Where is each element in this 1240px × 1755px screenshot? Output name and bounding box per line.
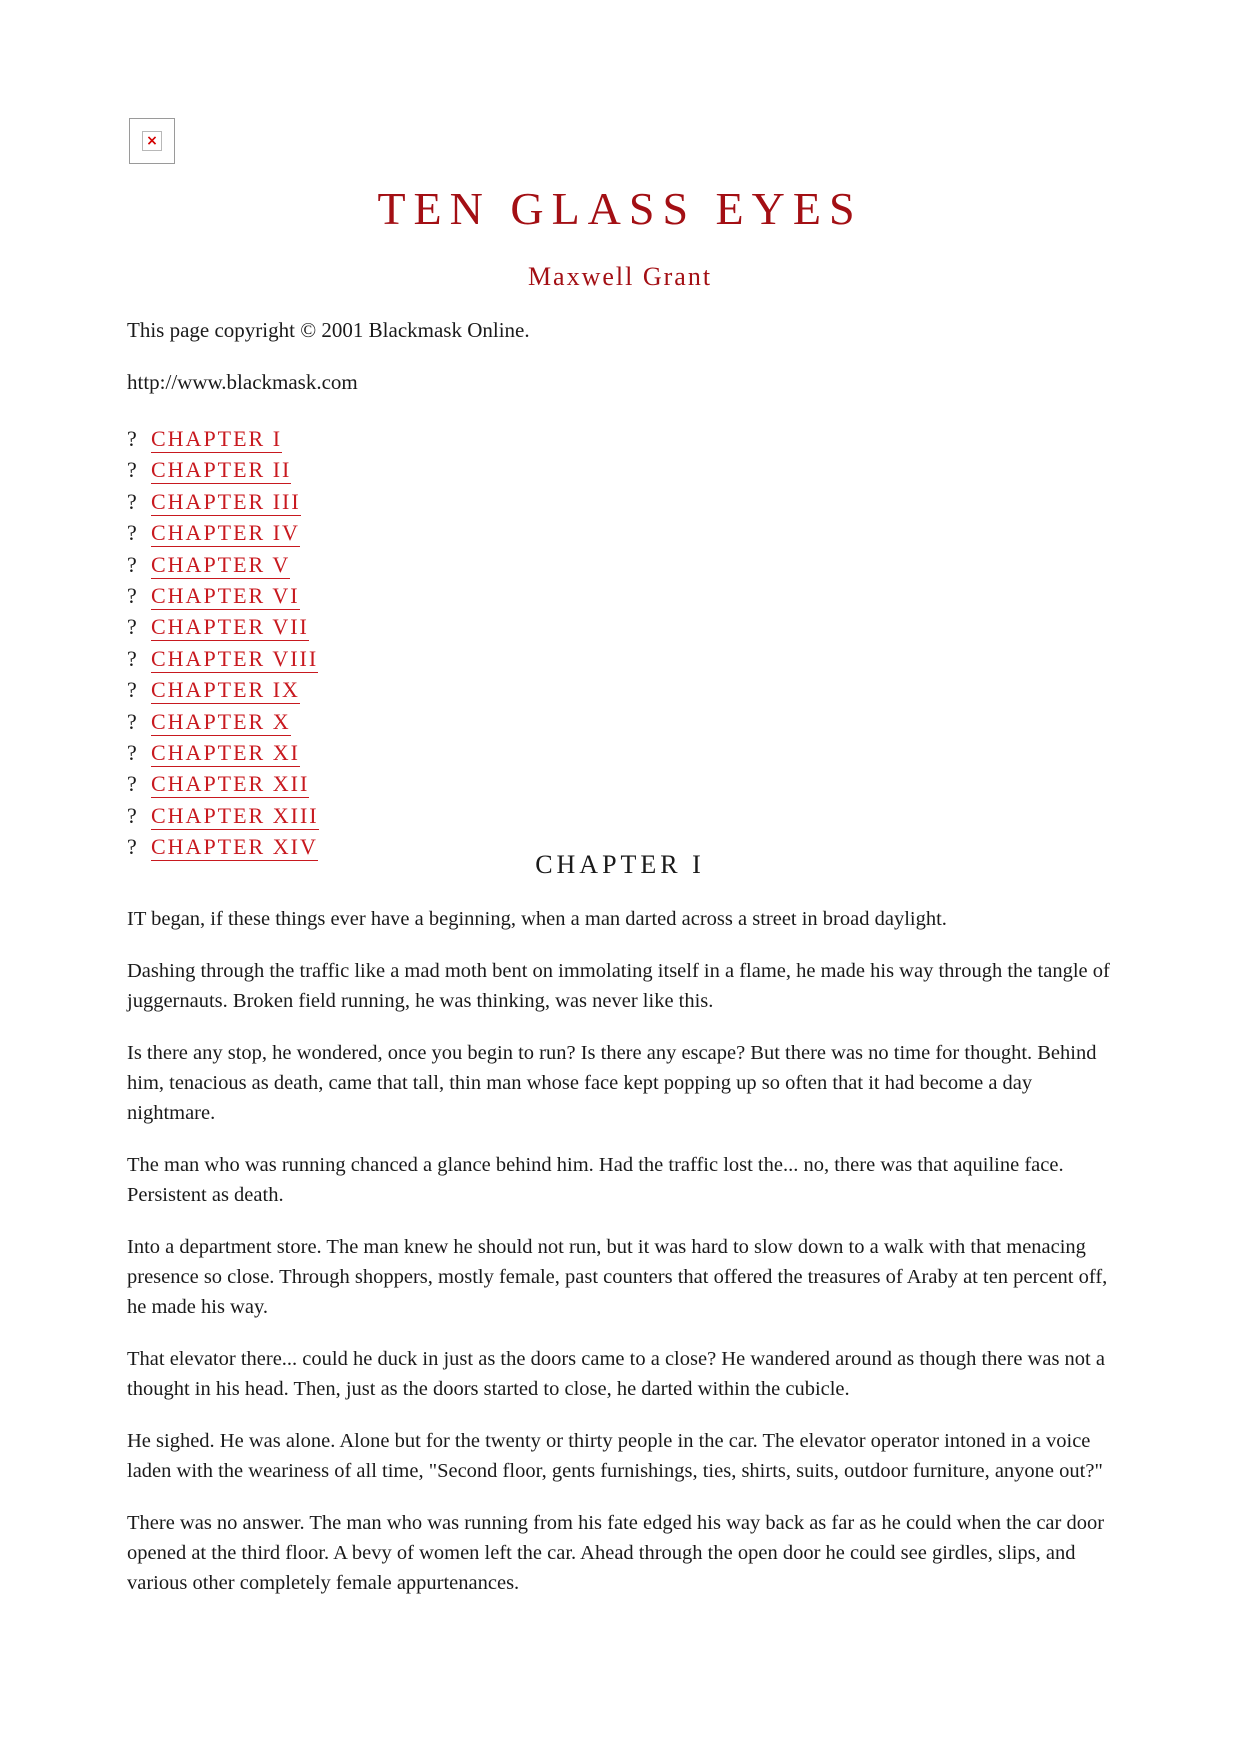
toc-item — [127, 424, 527, 455]
toc-link-chapter-7[interactable]: CHAPTER VII — [151, 614, 309, 640]
paragraph: He sighed. He was alone. Alone but for the twenty or thirty people in the car. The elevator operator intoned in a voice laden with the weariness of all time, "Second floor, gents furnishings, ties, shirts, suits, outdoor furniture, anyone out?" — [127, 1430, 1103, 1482]
toc-item — [127, 487, 527, 518]
toc-bullet: ? — [127, 614, 137, 640]
toc-link-chapter-10[interactable]: CHAPTER X — [151, 708, 291, 734]
paragraph: The man who was running chanced a glance behind him. Had the traffic lost the... no, there was that aquiline face. Persistent as death. — [127, 1154, 1064, 1206]
toc-link-chapter-4[interactable]: CHAPTER IV — [151, 520, 300, 546]
toc-link-chapter-2[interactable]: CHAPTER II — [151, 457, 292, 483]
paragraph: IT began, if these things ever have a beginning, when a man darted across a street in broad daylight. — [127, 908, 947, 930]
toc-item — [127, 644, 527, 675]
toc-link-chapter-6[interactable]: CHAPTER VI — [151, 582, 300, 608]
toc-bullet: ? — [127, 771, 137, 797]
toc-bullet: ? — [127, 520, 137, 546]
toc-link-chapter-9[interactable]: CHAPTER IX — [151, 677, 300, 703]
toc-item — [127, 707, 527, 738]
toc-item — [127, 612, 527, 643]
toc-item — [127, 738, 527, 769]
paragraph: There was no answer. The man who was running from his fate edged his way back as far as he could when the car door opened at the third floor. A bevy of women left the car. Ahead through the open door he could see girdles, slips, and various other completely female appurtenances. — [127, 1512, 1105, 1594]
toc-link-chapter-13[interactable]: CHAPTER XIII — [151, 802, 319, 828]
toc-bullet: ? — [127, 645, 137, 671]
toc-bullet: ? — [127, 582, 137, 608]
toc-bullet: ? — [127, 551, 137, 577]
toc-item — [127, 455, 527, 486]
chapter-heading: CHAPTER I — [535, 850, 705, 879]
paragraph: Is there any stop, he wondered, once you begin to run? Is there any escape? But there was no time for thought. Behind him, tenacious as death, came that tall, thin man whose face kept popping up so often that it had become a day nightmare. — [127, 1042, 1097, 1124]
toc-item — [127, 518, 527, 549]
toc-link-chapter-11[interactable]: CHAPTER XI — [151, 739, 300, 765]
toc-link-chapter-8[interactable]: CHAPTER VIII — [151, 645, 319, 671]
paragraph: That elevator there... could he duck in just as the doors came to a close? He wandered around as though there was not a thought in his head. Then, just as the doors started to close, he darted within the cubicle. — [127, 1348, 1105, 1400]
table-of-contents — [127, 424, 527, 860]
toc-bullet: ? — [127, 802, 137, 828]
toc-bullet: ? — [127, 708, 137, 734]
chapter-body — [127, 904, 1122, 1620]
paragraph: Dashing through the traffic like a mad moth bent on immolating itself in a flame, he made his way through the tangle of juggernauts. Broken field running, he was thinking, was never like this. — [127, 960, 1110, 1012]
book-title: TEN GLASS EYES — [377, 183, 863, 234]
toc-bullet: ? — [127, 677, 137, 703]
toc-link-chapter-14[interactable]: CHAPTER XIV — [151, 834, 318, 860]
toc-item — [127, 801, 527, 832]
toc-item — [127, 550, 527, 581]
toc-item — [127, 675, 527, 706]
toc-link-chapter-3[interactable]: CHAPTER III — [151, 488, 301, 514]
toc-bullet: ? — [127, 834, 137, 860]
toc-bullet: ? — [127, 426, 137, 451]
toc-bullet: ? — [127, 488, 137, 514]
toc-item — [127, 769, 527, 800]
toc-bullet: ? — [127, 739, 137, 765]
toc-link-chapter-5[interactable]: CHAPTER V — [151, 551, 291, 577]
copyright-notice: This page copyright © 2001 Blackmask Online. — [127, 318, 530, 342]
paragraph: Into a department store. The man knew he should not run, but it was hard to slow down to a walk with that menacing presence so close. Through shoppers, mostly female, past counters that offered the treasures of Araby at ten percent off, he made his way. — [127, 1236, 1108, 1318]
book-author: Maxwell Grant — [527, 262, 713, 291]
broken-image-placeholder — [129, 118, 175, 164]
broken-image-icon: × — [142, 131, 162, 151]
site-url: http://www.blackmask.com — [127, 370, 358, 394]
toc-link-chapter-1[interactable]: CHAPTER I — [151, 426, 283, 451]
toc-bullet: ? — [127, 457, 137, 483]
toc-item — [127, 581, 527, 612]
toc-link-chapter-12[interactable]: CHAPTER XII — [151, 771, 310, 797]
